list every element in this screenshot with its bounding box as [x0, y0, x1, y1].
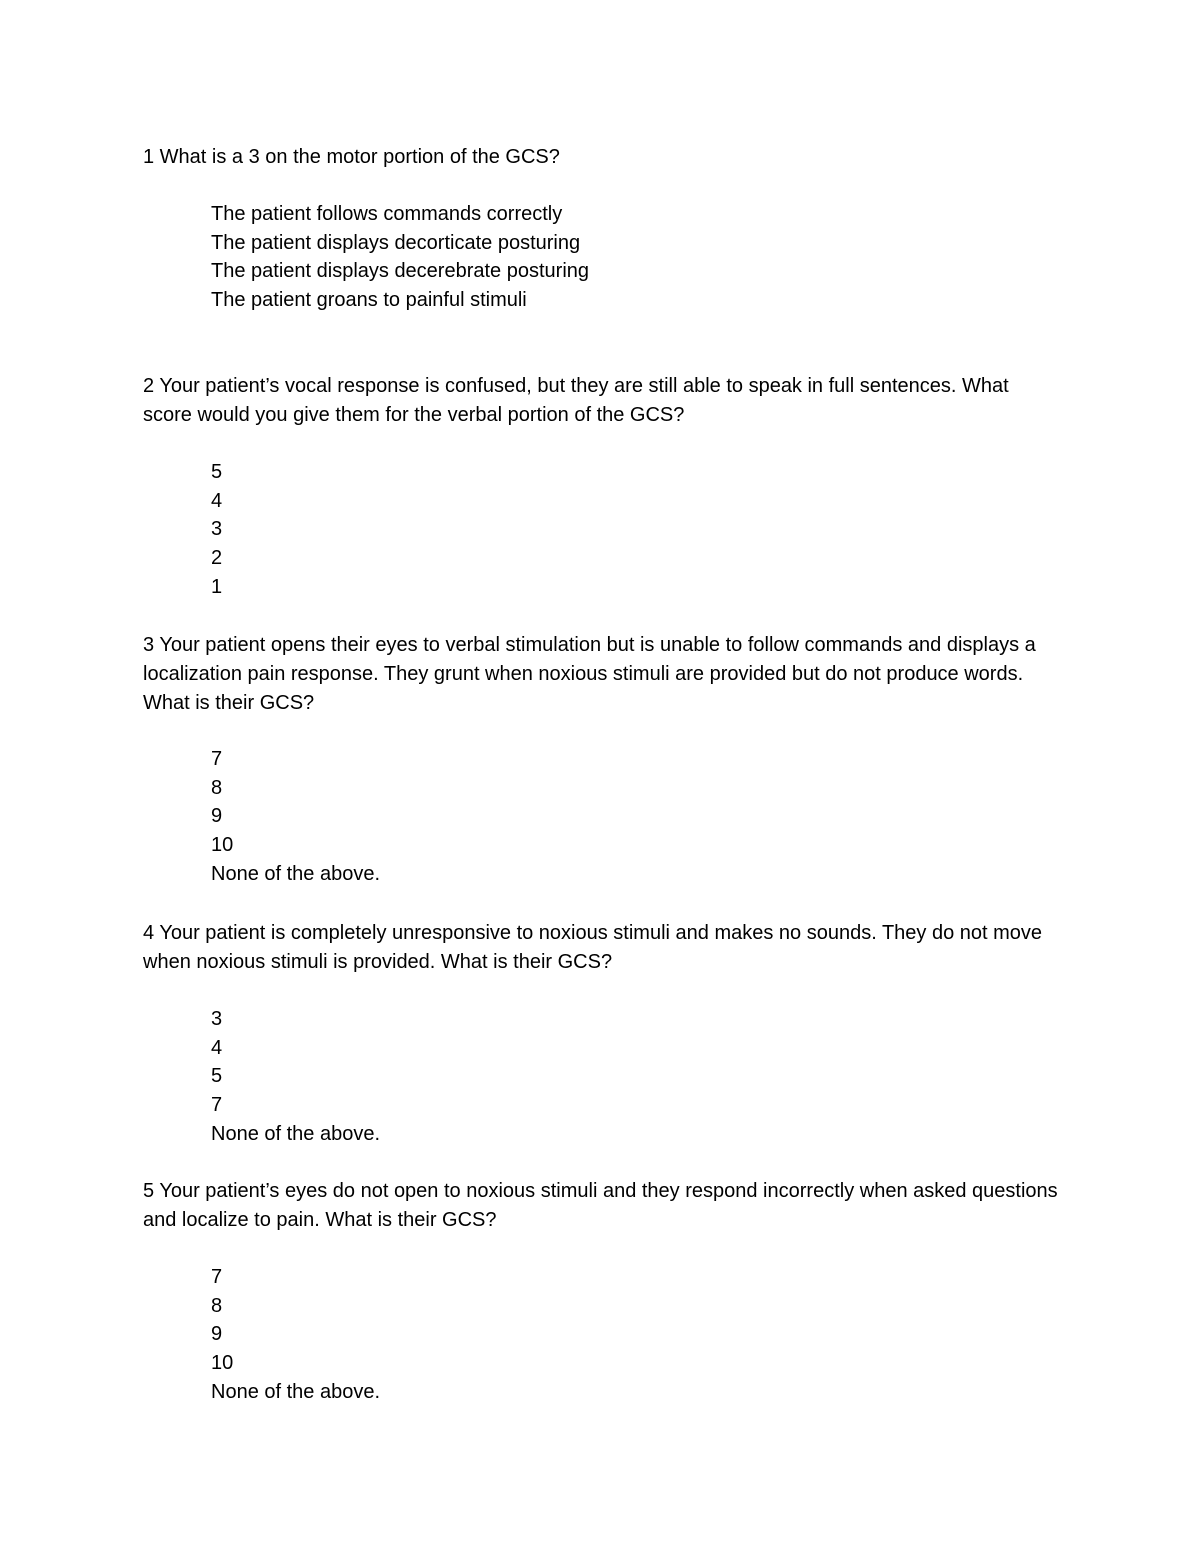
question-5-option-a: 7: [211, 1266, 223, 1288]
question-3: [143, 631, 1063, 885]
question-5: [143, 1177, 1063, 1403]
question-2-option-c: 3: [211, 518, 223, 541]
question-2-option-e: 1: [211, 575, 223, 598]
question-5-options: [211, 1263, 380, 1406]
question-1-option-a: The patient follows commands correctly: [211, 203, 563, 225]
question-2: [143, 372, 1063, 598]
question-3-option-b: 8: [211, 776, 223, 799]
question-1-option-d: The patient groans to painful stimuli: [211, 289, 527, 312]
question-5-option-b: 8: [211, 1294, 223, 1317]
question-1-options: [211, 200, 589, 315]
question-5-option-e: None of the above.: [211, 1380, 381, 1403]
question-5-text: 5 Your patient’s eyes do not open to noxious stimuli and they respond incorrectly when asked questions and localize to pain. What is their GCS?: [143, 1180, 1058, 1231]
question-4-option-b: 4: [211, 1036, 223, 1059]
question-3-text: 3 Your patient opens their eyes to verbal stimulation but is unable to follow commands and displays a localization pain response. They grunt when noxious stimuli are provided but do not produce words. What is their GCS?: [143, 634, 1036, 714]
question-1-option-b: The patient displays decorticate posturing: [211, 231, 581, 254]
question-2-option-b: 4: [211, 489, 223, 512]
question-4-option-c: 5: [211, 1065, 223, 1088]
question-5-option-d: 10: [211, 1352, 234, 1375]
question-5-option-c: 9: [211, 1323, 223, 1346]
question-4-option-e: None of the above.: [211, 1122, 381, 1145]
question-1-option-c: The patient displays decerebrate posturing: [211, 260, 590, 283]
question-4-option-d: 7: [211, 1094, 223, 1117]
question-4: [143, 919, 1063, 1145]
question-2-options: [211, 458, 222, 601]
question-1: [143, 143, 1063, 312]
question-3-option-a: 7: [211, 748, 223, 770]
question-2-text: 2 Your patient’s vocal response is confused, but they are still able to speak in full sentences. What score would you give them for the verbal portion of the GCS?: [143, 375, 1009, 426]
question-3-option-e: None of the above.: [211, 862, 381, 885]
question-2-option-d: 2: [211, 547, 223, 570]
question-1-text: 1 What is a 3 on the motor portion of the GCS?: [143, 146, 560, 168]
question-3-option-c: 9: [211, 805, 223, 828]
question-4-option-a: 3: [211, 1008, 223, 1030]
question-3-option-d: 10: [211, 834, 234, 857]
question-2-option-a: 5: [211, 461, 223, 483]
question-3-options: [211, 745, 380, 888]
question-4-options: [211, 1005, 380, 1148]
question-4-text: 4 Your patient is completely unresponsive to noxious stimuli and makes no sounds. They do not move when noxious stimuli is provided. What is their GCS?: [143, 922, 1043, 973]
